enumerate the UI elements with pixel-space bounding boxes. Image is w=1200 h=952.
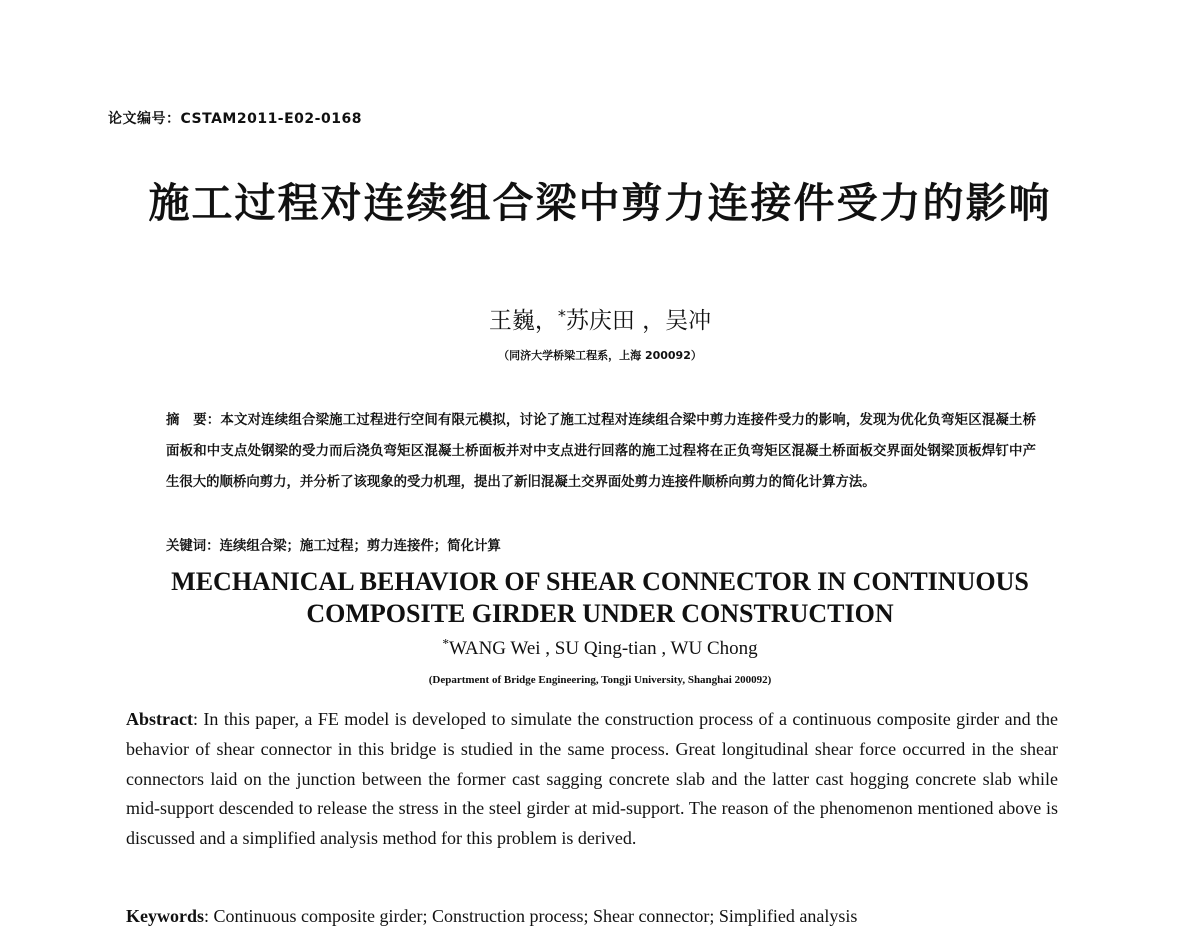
chinese-keywords (166, 531, 1036, 562)
paper-id: 论文编号：CSTAM2011-E02-0168 (108, 111, 362, 127)
chinese-title: 施工过程对连续组合梁中剪力连接件受力的影响 (148, 179, 1052, 227)
english-authors-text: WANG Wei , SU Qing-tian , WU Chong (449, 637, 758, 659)
chinese-authors (0, 302, 1200, 335)
chinese-abstract (166, 405, 1036, 498)
english-title (0, 566, 1200, 630)
english-keywords-text: : Continuous composite girder; Construction process; Shear connector; Simplified analysis (204, 906, 858, 926)
chinese-authors-rest: 苏庆田 ，吴冲 (565, 308, 712, 334)
english-keywords-label: Keywords (126, 906, 204, 926)
english-title-line-1: MECHANICAL BEHAVIOR OF SHEAR CONNECTOR IN CONTINUOUS (171, 567, 1029, 596)
corresponding-author-mark: * (557, 305, 566, 325)
english-abstract-label: Abstract (126, 709, 193, 729)
english-affiliation: (Department of Bridge Engineering, Tongji University, Shanghai 200092) (428, 674, 772, 686)
english-authors (0, 636, 1200, 660)
english-title-line-2: COMPOSITE GIRDER UNDER CONSTRUCTION (306, 599, 894, 628)
chinese-keywords-label: 关键词： (166, 539, 220, 554)
chinese-abstract-label: 摘 要： (166, 413, 221, 428)
chinese-keywords-text: 连续组合梁；施工过程；剪力连接件；简化计算 (219, 539, 501, 554)
english-abstract-text: : In this paper, a FE model is developed to simulate the construction process of a continuous composite girder and the behavior of shear connector in this bridge is studied in the same process. Great longitudinal shear force occurred in the shear connectors laid on the junction between the former cast sagging concrete slab and the latter cast hogging concrete slab while mid-support descended to release the stress in the steel girder at mid-support. The reason of the phenomenon mentioned above is discussed and a simplified analysis method for this problem is derived. (126, 709, 1058, 849)
chinese-author-first: 王巍， (488, 308, 558, 334)
english-keywords (126, 902, 1058, 931)
chinese-affiliation: （同济大学桥梁工程系，上海 200092） (498, 349, 702, 362)
english-abstract (126, 705, 1058, 854)
english-corresponding-mark: * (442, 636, 450, 651)
chinese-abstract-text: 本文对连续组合梁施工过程进行空间有限元模拟，讨论了施工过程对连续组合梁中剪力连接件受力的影响，发现为优化负弯矩区混凝土桥面板和中支点处钢梁的受力而后浇负弯矩区混凝土桥面板并对中支点进行回落的施工过程将在正负弯矩区混凝土桥面板交界面处钢梁顶板焊钉中产生很大的顺桥向剪力，并分析了该现象的受力机理，提出了新旧混凝土交界面处剪力连接件顺桥向剪力的简化计算方法。 (166, 413, 1036, 490)
